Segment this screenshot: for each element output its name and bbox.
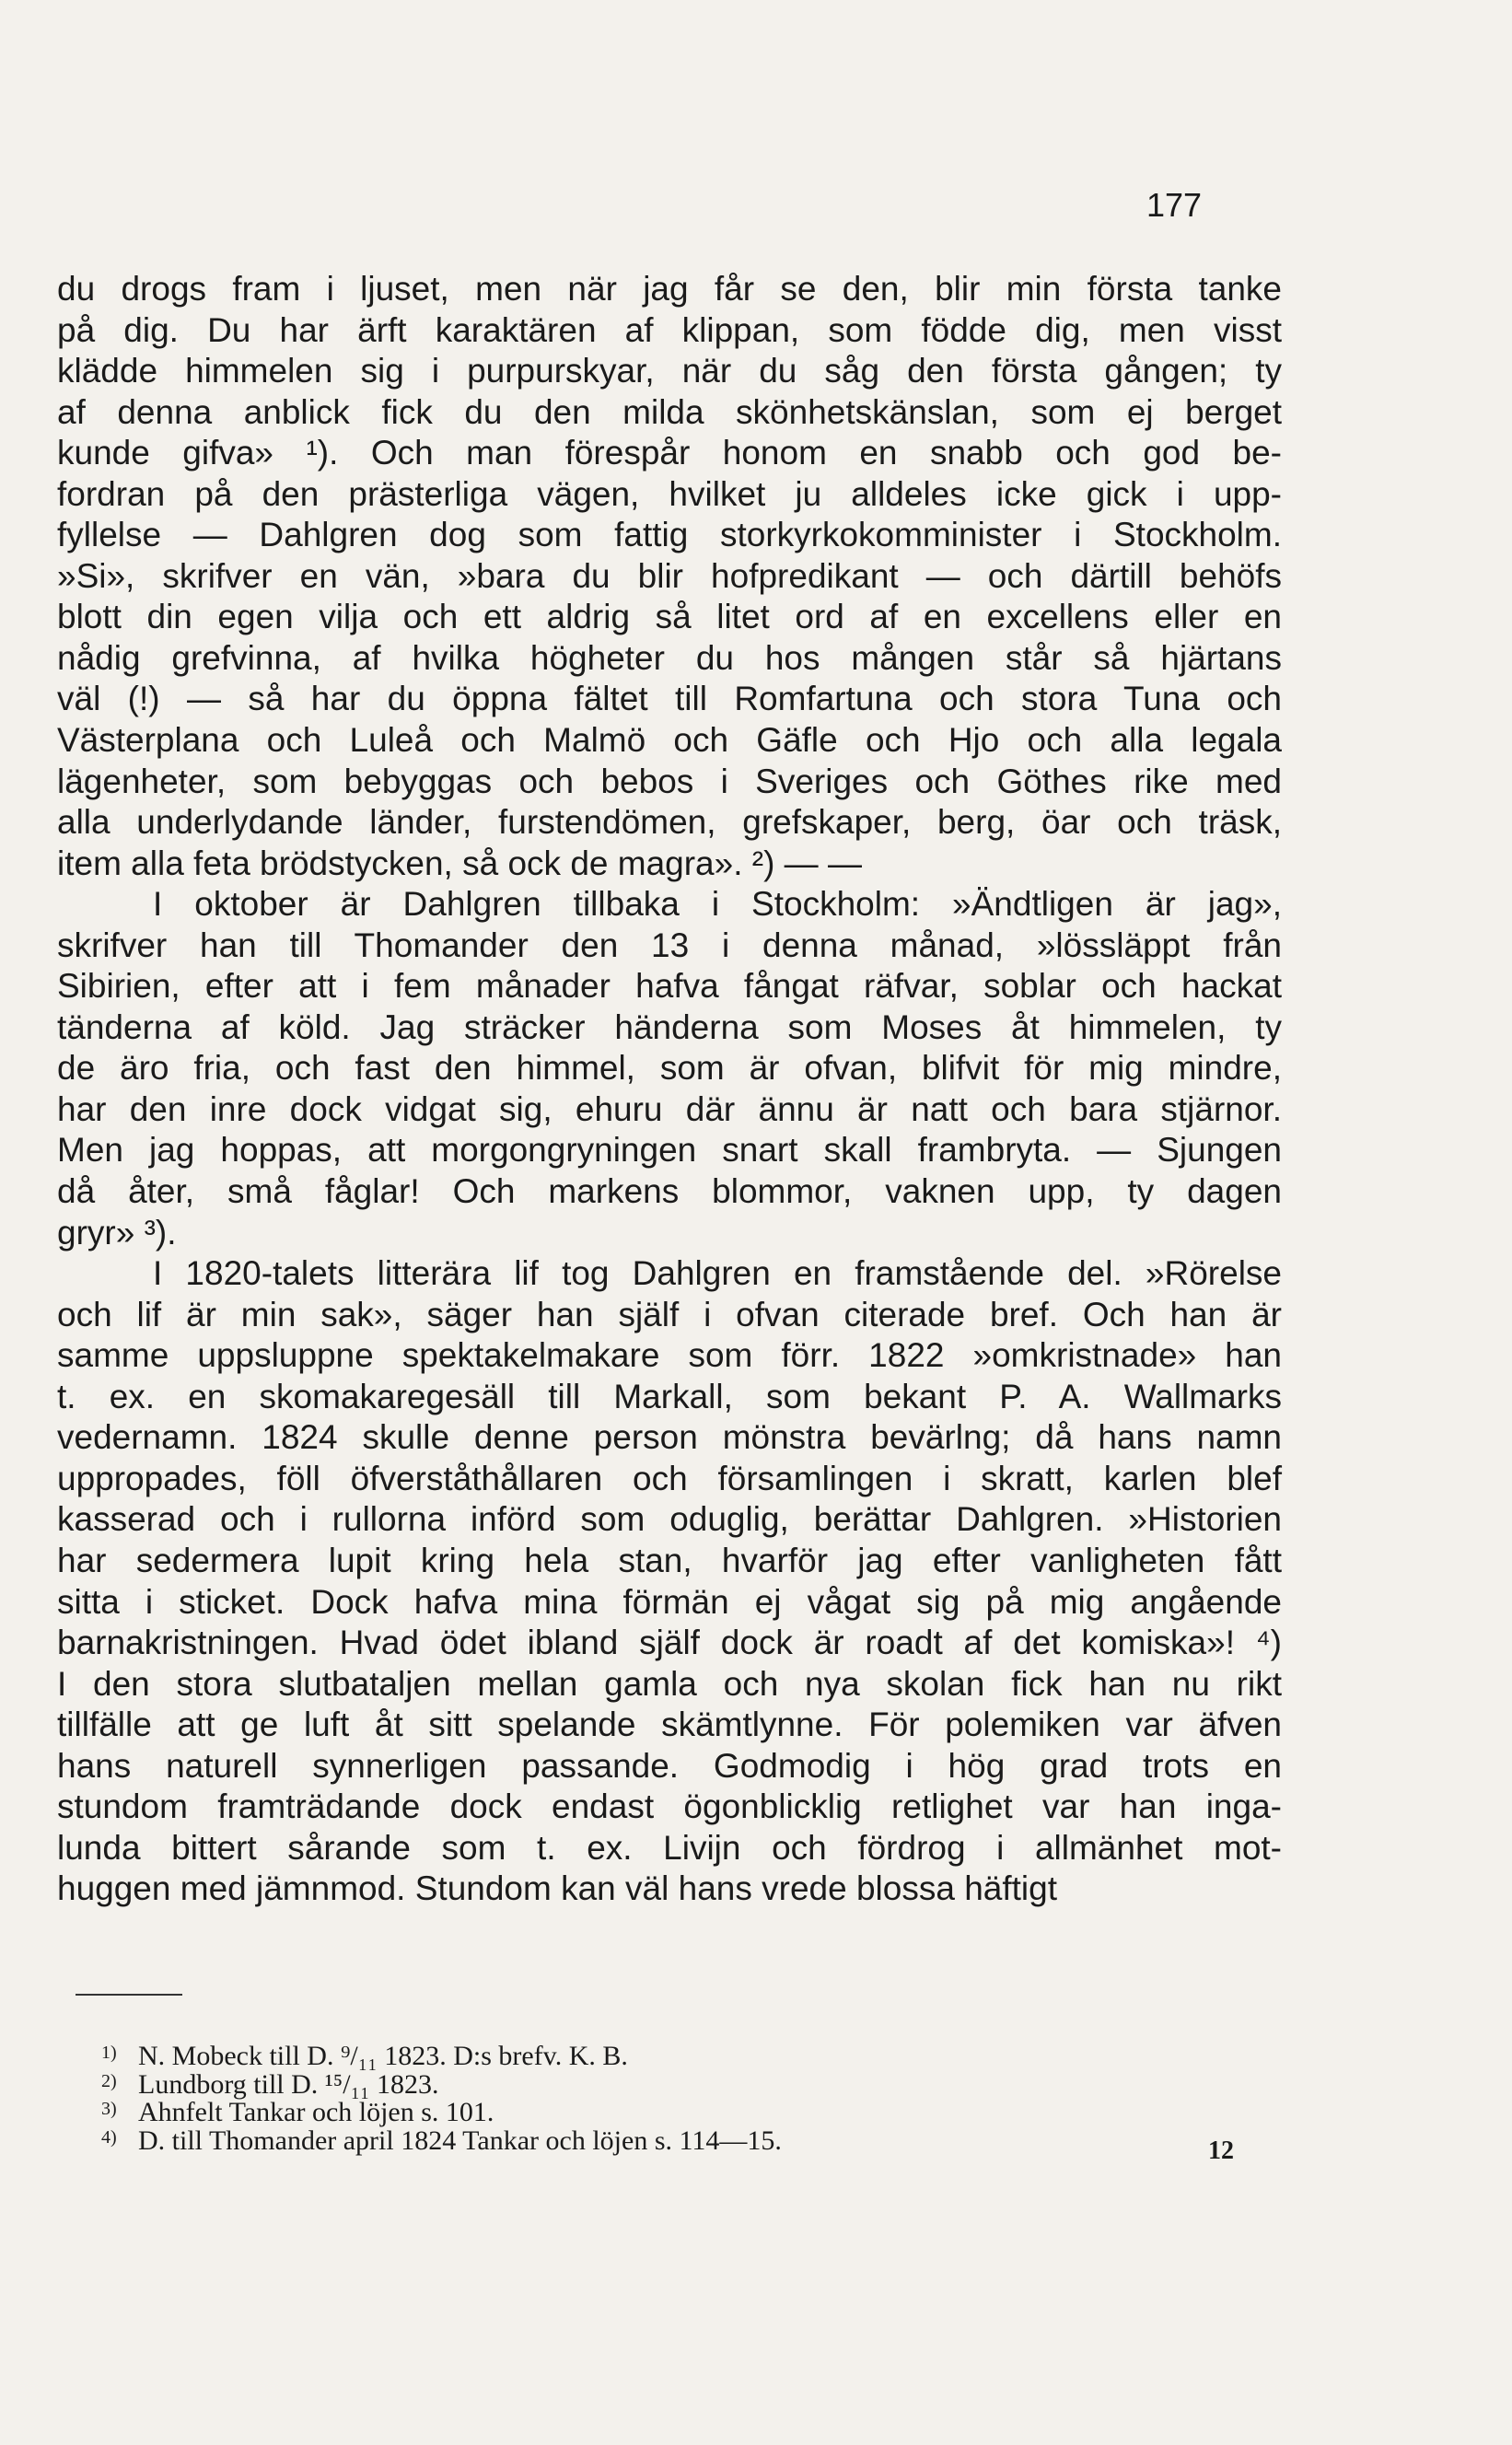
footnote-divider (76, 1994, 182, 1996)
footnote (101, 2097, 1151, 2128)
text-line: alla underlydande länder, furstendömen, grefskaper, berg, öar och träsk, (57, 803, 1282, 842)
text-line: »Si», skrifver en vän, »bara du blir hofpredikant — och därtill behöfs (57, 556, 1282, 595)
text-line: sitta i sticket. Dock hafva mina förmän ej vågat sig på mig angående (57, 1582, 1282, 1621)
footnotes (101, 2041, 1151, 2156)
text-line: t. ex. en skomakaregesäll till Markall, som bekant P. A. Wallmarks (57, 1377, 1282, 1415)
text-line: de äro fria, och fast den himmel, som är ofvan, blifvit för mig mindre, (57, 1049, 1282, 1088)
text-line: och lif är min sak», säger han själf i ofvan citerade bref. Och han är (57, 1295, 1282, 1333)
text-line: kunde gifva» ¹). Och man förespår honom en snabb och god be- (57, 434, 1282, 472)
text-line: I 1820-talets litterära lif tog Dahlgren en framstående del. »Rörelse (153, 1254, 1282, 1293)
text-line: barnakristningen. Hvad ödet ibland själf dock är roadt af det komiska»! ⁴) (57, 1624, 1282, 1662)
text-line: huggen med jämnmod. Stundom kan väl hans vrede blossa häftigt (57, 1869, 1057, 1908)
footnote-number: 1) (101, 2043, 117, 2063)
text-line: I oktober är Dahlgren tillbaka i Stockholm: »Ändtligen är jag», (153, 885, 1282, 924)
footnote-number: 3) (101, 2099, 117, 2120)
footnote-number: 2) (101, 2070, 117, 2091)
footnote-text: Ahnfelt Tankar och löjen s. 101. (138, 2097, 494, 2128)
text-line: Västerplana och Luleå och Malmö och Gäfle och Hjo och alla legala (57, 721, 1282, 760)
text-line: uppropades, föll öfverståthållaren och församlingen i skratt, karlen blef (57, 1459, 1282, 1497)
page-number: 177 (1146, 186, 1203, 224)
footnote-number: 4) (101, 2126, 117, 2148)
text-line: tänderna af köld. Jag sträcker händerna som Moses åt himmelen, ty (57, 1007, 1282, 1046)
footnote (101, 2068, 1151, 2100)
text-line: blott din egen vilja och ett aldrig så litet ord af en excellens eller en (57, 598, 1282, 636)
text-line: tillfälle att ge luft åt sitt spelande skämtlynne. För polemiken var äfven (57, 1706, 1282, 1744)
footnote (101, 2125, 1151, 2156)
text-line: lägenheter, som bebyggas och bebos i Sveriges och Göthes rike med (57, 762, 1282, 800)
text-line: Sibirien, efter att i fem månader hafva fångat räfvar, soblar och hackat (57, 967, 1282, 1006)
footnote (101, 2041, 1151, 2071)
footnote-text: D. till Thomander april 1824 Tankar och löjen s. 114—15. (138, 2125, 782, 2156)
text-line: fordran på den prästerliga vägen, hvilket ju alldeles icke gick i upp- (57, 474, 1282, 513)
text-line: har sedermera lupit kring hela stan, hvarför jag efter vanligheten fått (57, 1541, 1282, 1579)
text-line: kasserad och i rullorna införd som oduglig, berättar Dahlgren. »Historien (57, 1500, 1282, 1539)
text-line: Men jag hoppas, att morgongryningen snart skall frambryta. — Sjungen (57, 1131, 1282, 1170)
text-line: hans naturell synnerligen passande. Godmodig i hög grad trots en (57, 1746, 1282, 1785)
text-line: item alla feta brödstycken, så ock de magra». ²) — — (57, 844, 862, 882)
signature-mark: 12 (1208, 2136, 1234, 2165)
text-line: vedernamn. 1824 skulle denne person mönstra bevärlng; då hans namn (57, 1418, 1282, 1457)
text-line: stundom framträdande dock endast ögonblicklig retlighet var han inga- (57, 1787, 1282, 1826)
text-line: på dig. Du har ärft karaktären af klippan, som födde dig, men visst (57, 310, 1282, 349)
text-line: nådig grefvinna, af hvilka högheter du hos mången står så hjärtans (57, 638, 1282, 677)
text-line: I den stora slutbataljen mellan gamla och nya skolan fick han nu rikt (57, 1664, 1282, 1703)
text-line: du drogs fram i ljuset, men när jag får se den, blir min första tanke (57, 270, 1282, 308)
text-line: af denna anblick fick du den milda skönhetskänslan, som ej berget (57, 392, 1282, 431)
body-text (57, 269, 1282, 1910)
text-line: fyllelse — Dahlgren dog som fattig storkyrkokomminister i Stockholm. (57, 516, 1282, 554)
text-line: väl (!) — så har du öppna fältet till Romfartuna och stora Tuna och (57, 680, 1282, 718)
text-line: då åter, små fåglar! Och markens blommor, vaknen upp, ty dagen (57, 1172, 1282, 1211)
footnote-text: N. Mobeck till D. ⁹/₁₁ 1823. D:s brefv. K. B. (138, 2041, 628, 2071)
text-line: samme uppsluppne spektakelmakare som förr. 1822 »omkristnade» han (57, 1336, 1282, 1375)
text-line: har den inre dock vidgat sig, ehuru där ännu är natt och bara stjärnor. (57, 1089, 1282, 1128)
text-line: gryr» ³). (57, 1213, 177, 1252)
text-line: klädde himmelen sig i purpurskyar, när du såg den första gången; ty (57, 352, 1282, 390)
text-line: lunda bittert sårande som t. ex. Livijn och fördrog i allmänhet mot- (57, 1828, 1282, 1867)
text-line: skrifver han till Thomander den 13 i denna månad, »lössläppt från (57, 926, 1282, 964)
footnote-text: Lundborg till D. ¹⁵/₁₁ 1823. (138, 2068, 439, 2100)
